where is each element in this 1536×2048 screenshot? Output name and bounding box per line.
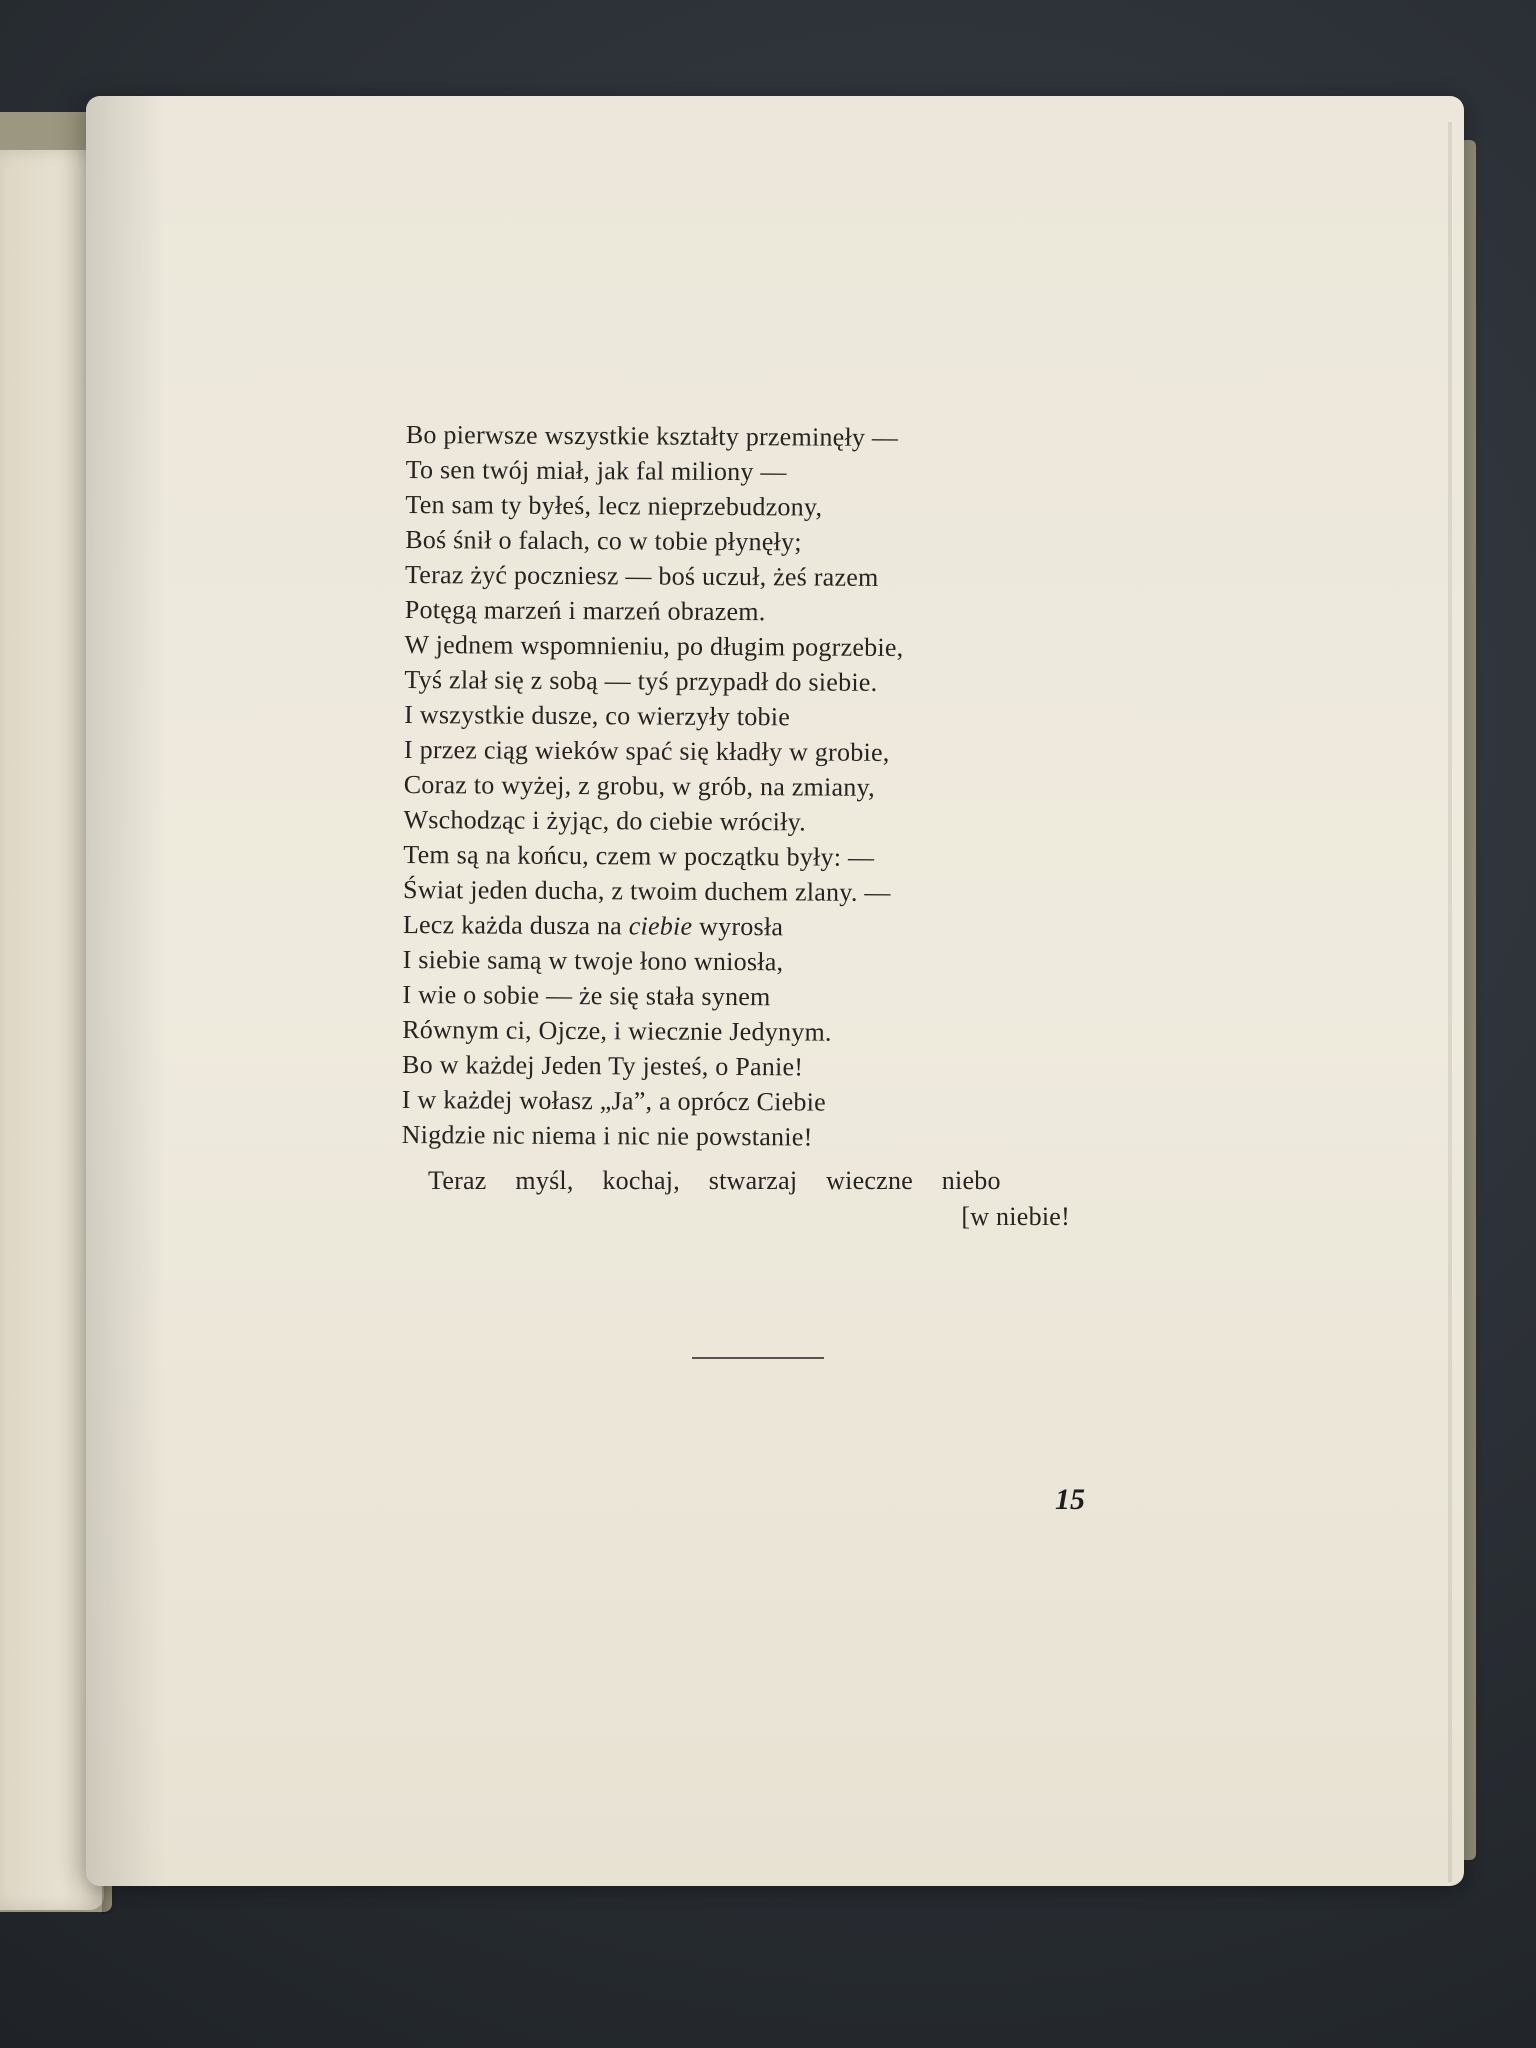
poem-line: I przez ciąg wieków spać się kładły w grobie, <box>403 734 890 767</box>
poem-line: Równym ci, Ojcze, i wiecznie Jedynym. <box>402 1014 832 1047</box>
poem-line: Teraz żyć poczniesz — boś uczuł, żeś razem <box>404 559 879 592</box>
poem-line: Potęgą marzeń i marzeń obrazem. <box>404 594 766 627</box>
poem-line: To sen twój miał, jak fal miliony — <box>405 454 787 487</box>
poem-line: I wie o sobie — że się stała synem <box>402 979 771 1012</box>
poem-line: Ten sam ty byłeś, lecz nieprzebudzony, <box>405 489 823 522</box>
final-stanza <box>428 1164 1088 1234</box>
poem-text-span: Lecz każda dusza na <box>402 909 629 941</box>
poem-line: Tyś zlał się z sobą — tyś przypadł do siebie. <box>404 664 878 697</box>
poem-line: Bo pierwsze wszystkie kształty przeminęły — <box>405 419 899 453</box>
final-line-continuation: [w niebie! <box>961 1202 1070 1231</box>
poem-line: I wszystkie dusze, co wierzyły tobie <box>404 699 791 732</box>
poem-text <box>402 417 1086 1156</box>
poem-line: Tem są na końcu, czem w początku były: — <box>403 839 875 872</box>
poem-line: Boś śnił o falach, co w tobie płynęły; <box>405 524 802 557</box>
page-edge-line <box>1448 122 1452 1882</box>
poem-line-with-italic <box>403 907 1083 946</box>
poem-text-span: wyrosła <box>692 911 784 942</box>
poem-line: I siebie samą w twoje łono wniosła, <box>402 944 784 977</box>
poem-line: Nigdzie nic niema i nic nie powstanie! <box>401 1119 813 1152</box>
poem-line: Coraz to wyżej, z grobu, w grób, na zmiany, <box>403 769 875 802</box>
section-divider <box>692 1357 824 1359</box>
final-line: Teraz myśl, kochaj, stwarzaj wieczne niebo <box>428 1166 1001 1195</box>
page-number: 15 <box>1055 1483 1085 1516</box>
poem-line: Świat jeden ducha, z twoim duchem zlany. — <box>403 874 891 907</box>
poem-line: Wschodząc i żyjąc, do ciebie wróciły. <box>403 804 807 837</box>
poem-line: W jednem wspomnieniu, po długim pogrzebie, <box>404 629 904 663</box>
poem-line: I w każdej wołasz „Ja”, a oprócz Ciebie <box>401 1084 827 1117</box>
poem-line: Bo w każdej Jeden Ty jesteś, o Panie! <box>401 1049 804 1082</box>
italic-word: ciebie <box>628 911 693 941</box>
